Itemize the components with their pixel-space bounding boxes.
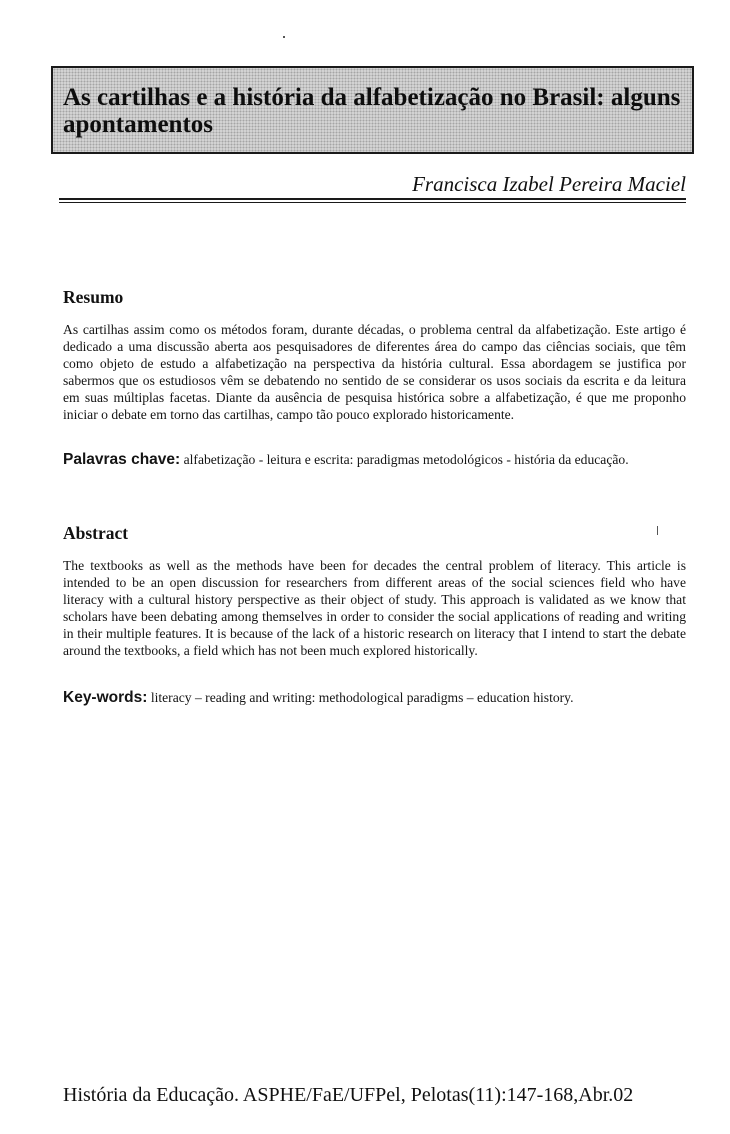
- resumo-keywords-text: alfabetização - leitura e escrita: paradigmas metodológicos - história da educação.: [183, 452, 629, 467]
- scan-mark-right: [657, 526, 658, 535]
- resumo-heading: Resumo: [63, 287, 124, 307]
- resumo-keywords: [63, 451, 686, 468]
- abstract-keywords-label: Key-words:: [63, 689, 148, 706]
- abstract-keywords: [63, 689, 686, 706]
- abstract-keywords-text: literacy – reading and writing: methodological paradigms – education history.: [150, 690, 574, 705]
- footer-citation: História da Educação. ASPHE/FaE/UFPel, Pelotas(11):147-168,Abr.02: [63, 1084, 634, 1106]
- resumo-keywords-label: Palavras chave:: [63, 451, 181, 468]
- title-box: [51, 66, 694, 154]
- scan-mark-top: [283, 36, 285, 38]
- abstract-paragraph: The textbooks as well as the methods have been for decades the central problem of literacy. This article is intended to be an open discussion for researchers from different areas of the social sciences field who have literacy with a cultural history perspective as their object of study. This approach is validated as we know that scholars have been debating among themselves in order to consider the social applications of reading and writing in their multiple features. It is because of the lack of a historic research on literacy that I intend to start the debate around the textbooks, a field which has not been much explored historically.: [63, 558, 686, 658]
- abstract-heading: Abstract: [63, 523, 129, 543]
- resumo-paragraph: As cartilhas assim como os métodos foram, durante décadas, o problema central da alfabetização. Este artigo é dedicado a uma discussão aberta aos pesquisadores de diferentes área do campo das ciências sociais, que têm como objeto de estudo a alfabetização na perspectiva da história cultural. Essa abordagem se justifica por sabermos que os estudiosos vêm se debatendo no sentido de se considerar os usos sociais da escrita e da leitura em suas múltiplas facetas. Diante da ausência de pesquisa histórica sobre a alfabetização, é que me proponho iniciar o debate em torno das cartilhas, campo tão pouco explorado historicamente.: [63, 322, 686, 422]
- author-name: Francisca Izabel Pereira Maciel: [412, 172, 686, 196]
- header-rule-thin: [59, 202, 686, 203]
- article-title: As cartilhas e a história da alfabetização no Brasil: alguns apontamentos: [63, 84, 681, 138]
- header-rule-thick: [59, 198, 686, 200]
